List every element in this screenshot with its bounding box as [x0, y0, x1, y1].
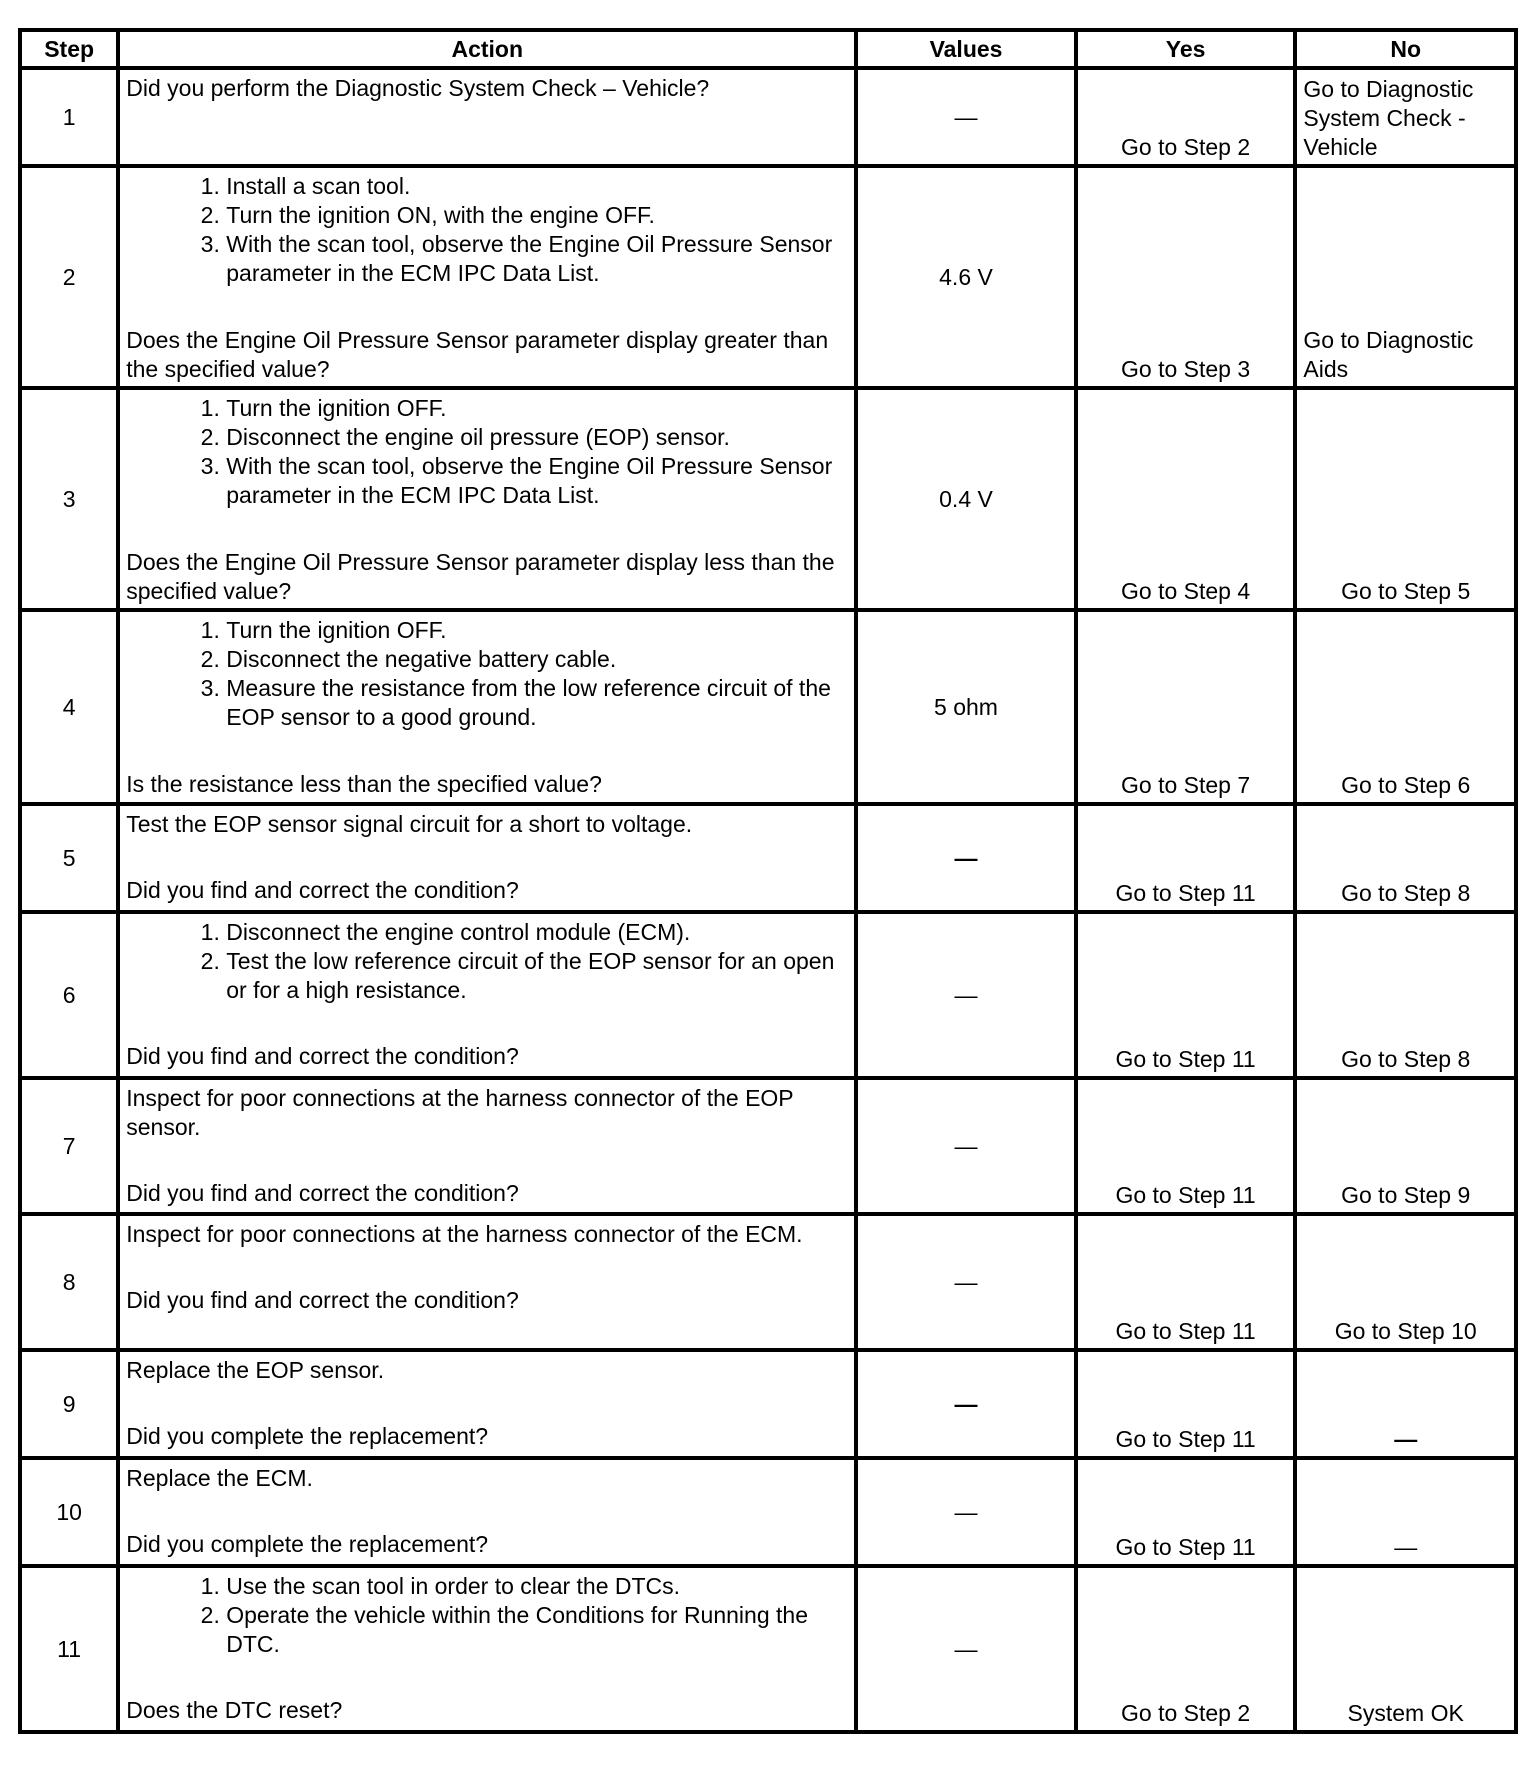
action-cell — [118, 68, 856, 166]
yes-cell: Go to Step 11 — [1076, 1214, 1296, 1350]
table-row — [20, 1566, 1516, 1732]
yes-cell: Go to Step 11 — [1076, 1350, 1296, 1458]
table-row — [20, 912, 1516, 1078]
action-intro: Did you perform the Diagnostic System Check – Vehicle? — [126, 75, 710, 101]
table-row — [20, 610, 1516, 804]
action-steps-list — [126, 394, 848, 510]
action-question: Does the Engine Oil Pressure Sensor parameter display less than the specified value? — [126, 549, 835, 604]
header-yes: Yes — [1076, 30, 1296, 68]
value-cell: — — [856, 1458, 1076, 1566]
action-intro: Replace the EOP sensor. — [126, 1357, 385, 1383]
table-row — [20, 1078, 1516, 1214]
value-cell: 5 ohm — [856, 610, 1076, 804]
no-cell: Go to Diagnostic Aids — [1295, 166, 1516, 388]
value-cell: — — [856, 1078, 1076, 1214]
action-step-item: 2. Operate the vehicle within the Conditions for Running the DTC. — [226, 1601, 848, 1659]
action-question: Does the Engine Oil Pressure Sensor parameter display greater than the specified value? — [126, 327, 829, 382]
step-number: 2 — [20, 166, 118, 388]
action-steps-list — [126, 172, 848, 288]
yes-cell: Go to Step 2 — [1076, 68, 1296, 166]
action-step-item: 2. Test the low reference circuit of the EOP sensor for an open or for a high resistance. — [226, 947, 848, 1005]
action-question: Did you find and correct the condition? — [126, 877, 519, 903]
header-row — [20, 30, 1516, 68]
action-cell — [118, 388, 856, 610]
no-cell: Go to Step 8 — [1295, 912, 1516, 1078]
yes-cell: Go to Step 11 — [1076, 1458, 1296, 1566]
action-cell — [118, 1078, 856, 1214]
table-row — [20, 804, 1516, 912]
table-row — [20, 166, 1516, 388]
no-cell: — — [1295, 1350, 1516, 1458]
action-intro: Test the EOP sensor signal circuit for a short to voltage. — [126, 811, 693, 837]
no-cell: Go to Step 8 — [1295, 804, 1516, 912]
action-cell — [118, 1566, 856, 1732]
yes-cell: Go to Step 4 — [1076, 388, 1296, 610]
action-cell — [118, 1214, 856, 1350]
value-cell: — — [856, 804, 1076, 912]
step-number: 9 — [20, 1350, 118, 1458]
action-intro: Inspect for poor connections at the harness connector of the ECM. — [126, 1221, 803, 1247]
step-number: 5 — [20, 804, 118, 912]
step-number: 4 — [20, 610, 118, 804]
action-step-item: 2. Turn the ignition ON, with the engine OFF. — [226, 201, 848, 230]
action-question: Did you complete the replacement? — [126, 1531, 489, 1557]
action-step-item: 1. Turn the ignition OFF. — [226, 616, 848, 645]
action-step-item: 1. Use the scan tool in order to clear the DTCs. — [226, 1572, 848, 1601]
step-number: 8 — [20, 1214, 118, 1350]
no-cell: System OK — [1295, 1566, 1516, 1732]
no-cell: Go to Step 6 — [1295, 610, 1516, 804]
value-cell: 4.6 V — [856, 166, 1076, 388]
table-row — [20, 1214, 1516, 1350]
action-steps-list — [126, 1572, 848, 1659]
table-row — [20, 1458, 1516, 1566]
action-cell — [118, 166, 856, 388]
action-step-item: 1. Turn the ignition OFF. — [226, 394, 848, 423]
action-steps-list — [126, 616, 848, 732]
table-row — [20, 68, 1516, 166]
table-row — [20, 388, 1516, 610]
action-question: Is the resistance less than the specified value? — [126, 771, 602, 797]
action-intro: Replace the ECM. — [126, 1465, 313, 1491]
no-cell: Go to Step 9 — [1295, 1078, 1516, 1214]
step-number: 1 — [20, 68, 118, 166]
action-intro: Inspect for poor connections at the harness connector of the EOP sensor. — [126, 1085, 794, 1140]
value-cell: — — [856, 912, 1076, 1078]
action-step-item: 1. Disconnect the engine control module (ECM). — [226, 918, 848, 947]
action-question: Does the DTC reset? — [126, 1697, 343, 1723]
value-cell: — — [856, 1214, 1076, 1350]
step-number: 3 — [20, 388, 118, 610]
yes-cell: Go to Step 11 — [1076, 1078, 1296, 1214]
action-step-item: 3. With the scan tool, observe the Engine Oil Pressure Sensor parameter in the ECM IPC Data List. — [226, 452, 848, 510]
no-cell: Go to Step 5 — [1295, 388, 1516, 610]
action-question: Did you complete the replacement? — [126, 1423, 489, 1449]
action-question: Did you find and correct the condition? — [126, 1180, 519, 1206]
action-step-item: 1. Install a scan tool. — [226, 172, 848, 201]
action-step-item: 3. With the scan tool, observe the Engine Oil Pressure Sensor parameter in the ECM IPC Data List. — [226, 230, 848, 288]
action-cell — [118, 610, 856, 804]
value-cell: — — [856, 1350, 1076, 1458]
value-cell: — — [856, 68, 1076, 166]
yes-cell: Go to Step 7 — [1076, 610, 1296, 804]
no-cell: — — [1295, 1458, 1516, 1566]
yes-cell: Go to Step 11 — [1076, 804, 1296, 912]
action-cell — [118, 912, 856, 1078]
action-step-item: 2. Disconnect the engine oil pressure (EOP) sensor. — [226, 423, 848, 452]
action-step-item: 3. Measure the resistance from the low reference circuit of the EOP sensor to a good ground. — [226, 674, 848, 732]
header-step: Step — [20, 30, 118, 68]
action-cell — [118, 1350, 856, 1458]
step-number: 11 — [20, 1566, 118, 1732]
action-cell — [118, 1458, 856, 1566]
header-action: Action — [118, 30, 856, 68]
yes-cell: Go to Step 3 — [1076, 166, 1296, 388]
no-cell: Go to Diagnostic System Check - Vehicle — [1295, 68, 1516, 166]
yes-cell: Go to Step 11 — [1076, 912, 1296, 1078]
action-question: Did you find and correct the condition? — [126, 1043, 519, 1069]
action-steps-list — [126, 918, 848, 1005]
action-step-item: 2. Disconnect the negative battery cable. — [226, 645, 848, 674]
action-cell — [118, 804, 856, 912]
step-number: 7 — [20, 1078, 118, 1214]
header-no: No — [1295, 30, 1516, 68]
value-cell: 0.4 V — [856, 388, 1076, 610]
header-values: Values — [856, 30, 1076, 68]
step-number: 10 — [20, 1458, 118, 1566]
value-cell: — — [856, 1566, 1076, 1732]
action-question: Did you find and correct the condition? — [126, 1287, 519, 1313]
diagnostic-table — [18, 28, 1518, 1734]
no-cell: Go to Step 10 — [1295, 1214, 1516, 1350]
table-row — [20, 1350, 1516, 1458]
step-number: 6 — [20, 912, 118, 1078]
yes-cell: Go to Step 2 — [1076, 1566, 1296, 1732]
